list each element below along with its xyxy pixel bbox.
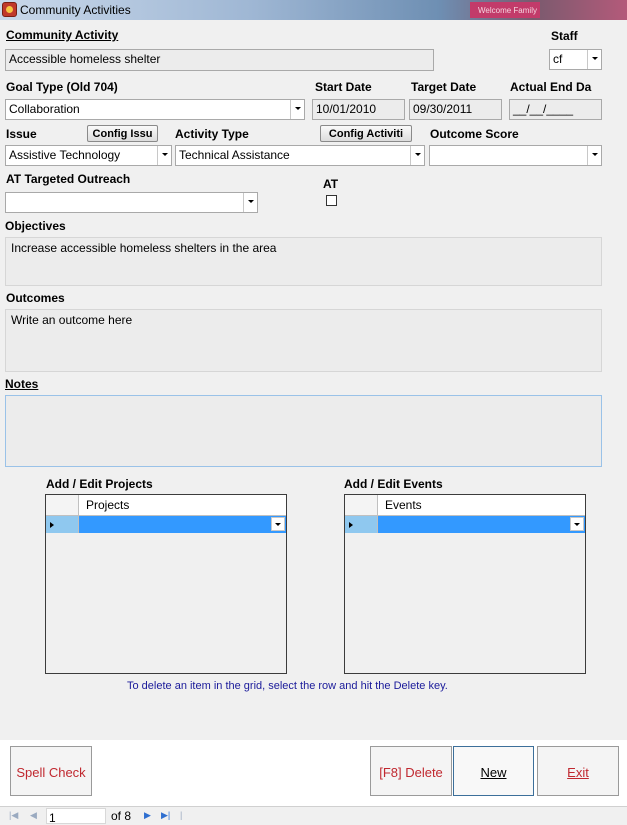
events-new-row-cell[interactable] <box>378 516 585 533</box>
grid-delete-hint: To delete an item in the grid, select the row and hit the Delete key. <box>127 680 448 692</box>
chevron-down-icon[interactable] <box>271 517 285 531</box>
current-record-input[interactable]: 1 <box>46 808 106 824</box>
issue-value: Assistive Technology <box>9 148 121 162</box>
title-decoration: Welcome Family <box>470 2 540 18</box>
target-date-input[interactable]: 09/30/2011 <box>409 99 502 120</box>
target-date-label: Target Date <box>411 80 477 94</box>
goal-type-combo[interactable] <box>5 99 305 120</box>
exit-button[interactable] <box>537 746 619 796</box>
at-targeted-outreach-label: AT Targeted Outreach <box>6 172 131 186</box>
chevron-down-icon[interactable] <box>587 50 601 69</box>
chevron-down-icon[interactable] <box>570 517 584 531</box>
at-checkbox[interactable] <box>326 195 337 206</box>
activity-type-value: Technical Assistance <box>179 148 290 162</box>
events-grid[interactable] <box>344 494 586 674</box>
last-record-icon[interactable]: ▶| <box>161 810 171 820</box>
goal-type-label: Goal Type (Old 704) <box>6 80 118 94</box>
config-activity-button[interactable]: Config Activiti <box>320 125 412 142</box>
notes-textarea[interactable] <box>5 395 602 467</box>
projects-grid[interactable] <box>45 494 287 674</box>
chevron-down-icon[interactable] <box>243 193 257 212</box>
objectives-textarea[interactable]: Increase accessible homeless shelters in the area <box>5 237 602 286</box>
outcomes-textarea[interactable]: Write an outcome here <box>5 309 602 372</box>
chevron-down-icon[interactable] <box>410 146 424 165</box>
previous-record-icon[interactable]: ◀ <box>30 810 37 820</box>
actual-end-date-label: Actual End Da <box>510 80 592 94</box>
start-date-input[interactable]: 10/01/2010 <box>312 99 405 120</box>
record-count: of 8 <box>111 809 132 823</box>
config-issue-button[interactable]: Config Issu <box>87 125 158 142</box>
grid-header-selector <box>46 495 79 516</box>
chevron-down-icon[interactable] <box>587 146 601 165</box>
notes-label: Notes <box>5 377 39 391</box>
exit-button-label: Exit <box>567 765 589 780</box>
chevron-down-icon[interactable] <box>157 146 171 165</box>
projects-column-header[interactable]: Projects <box>79 495 286 516</box>
outcome-score-combo[interactable] <box>429 145 602 166</box>
spell-check-button[interactable]: Spell Check <box>10 746 92 796</box>
at-targeted-outreach-combo[interactable] <box>5 192 258 213</box>
outcomes-label: Outcomes <box>6 291 65 305</box>
goal-type-value: Collaboration <box>9 102 80 116</box>
row-selector[interactable] <box>46 516 79 533</box>
objectives-label: Objectives <box>5 219 66 233</box>
events-column-header[interactable]: Events <box>378 495 585 516</box>
community-activity-label: Community Activity <box>6 28 119 42</box>
staff-combo[interactable] <box>549 49 602 70</box>
staff-label: Staff <box>551 29 578 43</box>
app-icon <box>2 2 17 17</box>
outcome-score-label: Outcome Score <box>430 127 519 141</box>
add-edit-events-label: Add / Edit Events <box>344 477 443 491</box>
new-button[interactable] <box>453 746 534 796</box>
new-button-label: New <box>480 765 507 780</box>
new-record-icon[interactable]: | <box>180 810 183 820</box>
chevron-down-icon[interactable] <box>290 100 304 119</box>
start-date-label: Start Date <box>315 80 372 94</box>
at-label: AT <box>323 177 339 191</box>
next-record-icon[interactable]: ▶ <box>144 810 151 820</box>
first-record-icon[interactable]: |◀ <box>9 810 19 820</box>
issue-combo[interactable] <box>5 145 172 166</box>
actual-end-date-input[interactable]: __/__/____ <box>509 99 602 120</box>
window-title: Community Activities <box>20 3 131 17</box>
grid-header-selector <box>345 495 378 516</box>
issue-label: Issue <box>6 127 37 141</box>
add-edit-projects-label: Add / Edit Projects <box>46 477 153 491</box>
delete-button[interactable]: [F8] Delete <box>370 746 452 796</box>
activity-type-combo[interactable] <box>175 145 425 166</box>
row-selector[interactable] <box>345 516 378 533</box>
projects-new-row-cell[interactable] <box>79 516 286 533</box>
staff-value: cf <box>553 52 563 66</box>
community-activity-input[interactable]: Accessible homeless shelter <box>5 49 434 71</box>
activity-type-label: Activity Type <box>175 127 249 141</box>
